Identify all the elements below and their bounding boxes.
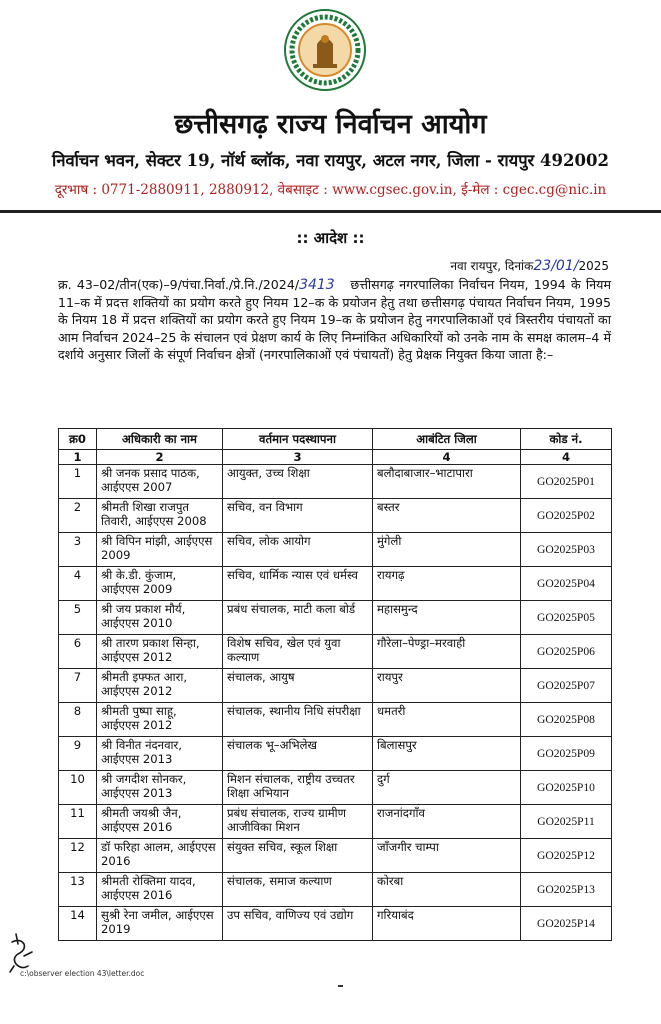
header-officer-name: अधिकारी का नाम <box>97 429 223 450</box>
officer-name-cell: श्री जय प्रकाश मौर्य, आईएएस 2010 <box>97 601 223 635</box>
serial-cell: 14 <box>59 907 97 941</box>
district-cell: रायपुर <box>373 669 521 703</box>
reference-number: क्र. 43–02/तीन(एक)–9/पंचा.निर्वा./प्रे.नि./2024/ <box>58 277 300 292</box>
commission-seal <box>283 8 367 92</box>
current-post-cell: उप सचिव, वाणिज्य एवं उद्योग <box>223 907 373 941</box>
table-row <box>59 635 612 669</box>
district-cell: गरियाबंद <box>373 907 521 941</box>
current-post-cell: प्रबंध संचालक, राज्य ग्रामीण आजीविका मिशन <box>223 805 373 839</box>
current-post-cell: संचालक, स्थानीय निधि संपरीक्षा <box>223 703 373 737</box>
officer-name-cell: श्रीमती शिखा राजपुत तिवारी, आईएएस 2008 <box>97 499 223 533</box>
officer-name-cell: डॉ फरिहा आलम, आईएएस 2016 <box>97 839 223 873</box>
officer-name-cell: श्रीमती जयश्री जैन, आईएएस 2016 <box>97 805 223 839</box>
observer-table <box>58 428 612 941</box>
officer-name-cell: श्री विनीत नंदनवार, आईएएस 2013 <box>97 737 223 771</box>
district-cell: राजनांदगाँव <box>373 805 521 839</box>
table-row <box>59 839 612 873</box>
header-current-post: वर्तमान पदस्थापना <box>223 429 373 450</box>
code-cell: GO2025P13 <box>521 873 612 907</box>
order-text: छत्तीसगढ़ नगरपालिका निर्वाचन नियम, 1994 के नियम 11–क में प्रदत्त शक्तियों का प्रयोग करते हुए नियम 12–क के प्रयोजन हेतु तथा छत्तीसगढ़ पंचायत निर्वाचन नियम, 1995 के नियम 18 में प्रदत्त शक्तियों का प्रयोग करते हुए नियम 19–क के प्रयोजन हेतु नगरपालिकाओं एवं त्रिस्तरीय पंचायतों का आम निर्वाचन 2024–25 के संचालन एवं प्रेक्षण कार्य के लिए निम्नांकित अधिकारियों को उनके नाम के समक्ष कालम–4 में दर्शाये अनुसार जिलों के संपूर्ण निर्वाचन क्षेत्रों (नगरपालिकाओं एवं पंचायतों) हेतु प्रेक्षक नियुक्त किया जाता है:– <box>58 277 611 362</box>
district-cell: धमतरी <box>373 703 521 737</box>
code-cell: GO2025P04 <box>521 567 612 601</box>
serial-cell: 7 <box>59 669 97 703</box>
district-cell: महासमुन्द <box>373 601 521 635</box>
organization-name: छत्तीसगढ़ राज्य निर्वाचन आयोग <box>174 109 487 140</box>
code-cell: GO2025P08 <box>521 703 612 737</box>
column-number: 2 <box>97 450 223 465</box>
serial-cell: 4 <box>59 567 97 601</box>
district-cell: रायगढ़ <box>373 567 521 601</box>
date-line <box>450 257 609 274</box>
table-row <box>59 669 612 703</box>
district-cell: जाँजगीर चाम्पा <box>373 839 521 873</box>
header-allotted-district: आबंटित जिला <box>373 429 521 450</box>
district-cell: बिलासपुर <box>373 737 521 771</box>
serial-cell: 12 <box>59 839 97 873</box>
officer-name-cell: श्री जनक प्रसाद पाठक, आईएएस 2007 <box>97 465 223 499</box>
code-cell: GO2025P02 <box>521 499 612 533</box>
serial-cell: 2 <box>59 499 97 533</box>
serial-cell: 8 <box>59 703 97 737</box>
serial-cell: 13 <box>59 873 97 907</box>
column-number: 1 <box>59 450 97 465</box>
column-number: 4 <box>373 450 521 465</box>
table-row <box>59 567 612 601</box>
reference-handwritten: 3413 <box>299 277 335 293</box>
column-number: 3 <box>223 450 373 465</box>
table-row <box>59 873 612 907</box>
handwritten-signature <box>6 930 40 974</box>
header-serial: क्र0 <box>59 429 97 450</box>
file-path-footnote: c:\observer election 43\letter.doc <box>20 969 145 978</box>
date-year: 2025 <box>578 259 609 273</box>
current-post-cell: मिशन संचालक, राष्ट्रीय उच्चतर शिक्षा अभियान <box>223 771 373 805</box>
serial-cell: 11 <box>59 805 97 839</box>
current-post-cell: संयुक्त सचिव, स्कूल शिक्षा <box>223 839 373 873</box>
table-row <box>59 601 612 635</box>
current-post-cell: संचालक, समाज कल्याण <box>223 873 373 907</box>
current-post-cell: विशेष सचिव, खेल एवं युवा कल्याण <box>223 635 373 669</box>
code-cell: GO2025P14 <box>521 907 612 941</box>
district-cell: दुर्ग <box>373 771 521 805</box>
officer-name-cell: सुश्री रेना जमील, आईएएस 2019 <box>97 907 223 941</box>
serial-cell: 10 <box>59 771 97 805</box>
code-cell: GO2025P06 <box>521 635 612 669</box>
officer-name-cell: श्री के.डी. कुंजाम, आईएएस 2009 <box>97 567 223 601</box>
code-cell: GO2025P07 <box>521 669 612 703</box>
serial-cell: 1 <box>59 465 97 499</box>
current-post-cell: सचिव, धार्मिक न्यास एवं धर्मस्व <box>223 567 373 601</box>
date-prefix: नवा रायपुर, दिनांक <box>450 259 534 273</box>
code-cell: GO2025P10 <box>521 771 612 805</box>
date-handwritten: 23/01/ <box>533 258 579 274</box>
district-cell: कोरबा <box>373 873 521 907</box>
district-cell: गौरेला–पेण्ड्रा–मरवाही <box>373 635 521 669</box>
table-row <box>59 907 612 941</box>
table-row <box>59 533 612 567</box>
officer-name-cell: श्रीमती पुष्पा साहू, आईएएस 2012 <box>97 703 223 737</box>
code-cell: GO2025P03 <box>521 533 612 567</box>
table-header-row <box>59 429 612 450</box>
current-post-cell: सचिव, लोक आयोग <box>223 533 373 567</box>
table-row <box>59 465 612 499</box>
header-code: कोड नं. <box>521 429 612 450</box>
code-cell: GO2025P11 <box>521 805 612 839</box>
current-post-cell: संचालक, आयुष <box>223 669 373 703</box>
district-cell: मुंगेली <box>373 533 521 567</box>
header-rule <box>0 210 661 213</box>
column-number: 4 <box>521 450 612 465</box>
current-post-cell: सचिव, वन विभाग <box>223 499 373 533</box>
code-cell: GO2025P09 <box>521 737 612 771</box>
current-post-cell: आयुक्त, उच्च शिक्षा <box>223 465 373 499</box>
code-cell: GO2025P12 <box>521 839 612 873</box>
code-cell: GO2025P01 <box>521 465 612 499</box>
serial-cell: 9 <box>59 737 97 771</box>
serial-cell: 5 <box>59 601 97 635</box>
table-row <box>59 499 612 533</box>
officer-name-cell: श्री जगदीश सोनकर, आईएएस 2013 <box>97 771 223 805</box>
contact-details: दूरभाष : 0771-2880911, 2880912, वेबसाइट : www.cgsec.gov.in, ई-मेल : cgec.cg@nic.in <box>54 182 607 198</box>
officer-name-cell: श्रीमती रोक्तिमा यादव, आईएएस 2016 <box>97 873 223 907</box>
serial-cell: 3 <box>59 533 97 567</box>
column-number-row <box>59 450 612 465</box>
code-cell: GO2025P05 <box>521 601 612 635</box>
officer-name-cell: श्री तारण प्रकाश सिन्हा, आईएएस 2012 <box>97 635 223 669</box>
serial-cell: 6 <box>59 635 97 669</box>
table-row <box>59 703 612 737</box>
officer-name-cell: श्रीमती इफ्फत आरा, आईएएस 2012 <box>97 669 223 703</box>
table-row <box>59 771 612 805</box>
order-paragraph <box>58 276 611 363</box>
table-row <box>59 805 612 839</box>
current-post-cell: संचालक भू–अभिलेख <box>223 737 373 771</box>
office-address: निर्वाचन भवन, सेक्टर 19, नॉर्थ ब्लॉक, नवा रायपुर, अटल नगर, जिला - रायपुर 492002 <box>52 151 609 170</box>
table-row <box>59 737 612 771</box>
order-heading: :: आदेश :: <box>296 229 365 247</box>
current-post-cell: प्रबंध संचालक, माटी कला बोर्ड <box>223 601 373 635</box>
officer-name-cell: श्री विपिन मांझी, आईएएस 2009 <box>97 533 223 567</box>
district-cell: बस्तर <box>373 499 521 533</box>
page-mark <box>338 985 343 987</box>
district-cell: बलौदाबाजार–भाटापारा <box>373 465 521 499</box>
